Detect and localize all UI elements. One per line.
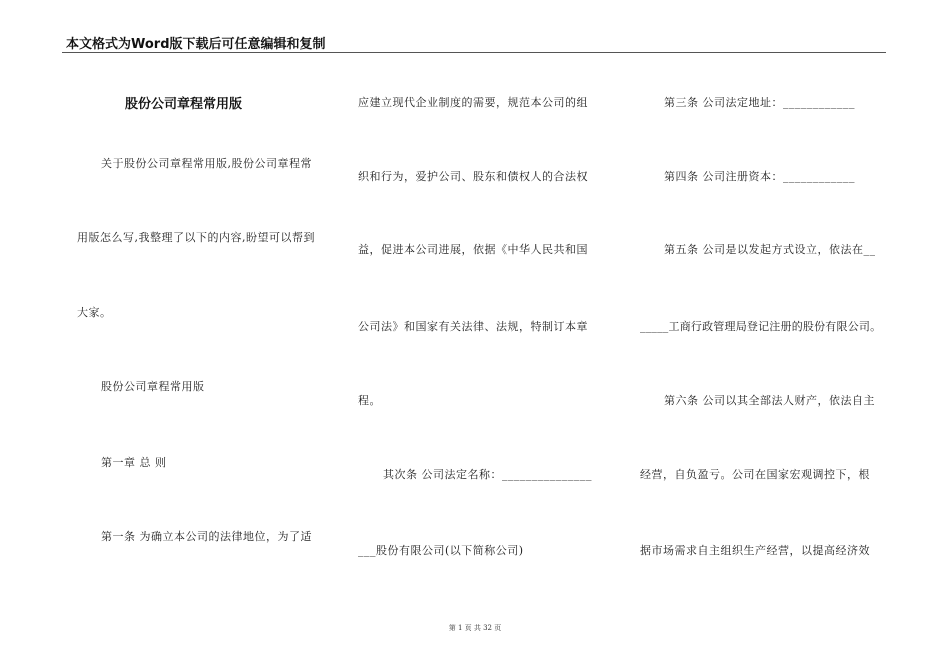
paragraph-line: 应建立现代企业制度的需要，规范本公司的组 — [358, 96, 588, 109]
header-divider — [62, 52, 886, 53]
paragraph-line: 第三条 公司法定地址：____________ — [664, 96, 855, 109]
paragraph-line: 据市场需求自主组织生产经营，以提高经济效 — [640, 544, 870, 557]
chapter-heading: 第一章 总 则 — [101, 456, 167, 469]
paragraph-line: 大家。 — [77, 306, 112, 319]
paragraph-line: 关于股份公司章程常用版,股份公司章程常 — [101, 157, 312, 170]
document-header-title: 本文格式为Word版下载后可任意编辑和复制 — [66, 37, 326, 52]
paragraph-line: 织和行为，爱护公司、股东和债权人的合法权 — [358, 170, 588, 183]
paragraph-line: _____工商行政管理局登记注册的股份有限公司。 — [640, 320, 882, 333]
paragraph-line: 用版怎么写,我整理了以下的内容,盼望可以帮到 — [77, 231, 315, 244]
paragraph-line: 经营，自负盈亏。公司在国家宏观调控下，根 — [640, 468, 870, 481]
paragraph-line: 程。 — [358, 394, 381, 407]
paragraph-line: ___股份有限公司(以下简称公司) — [358, 544, 524, 557]
paragraph-line: 第五条 公司是以发起方式设立，依法在__ — [664, 243, 876, 256]
paragraph-line: 益，促进本公司进展，依据《中华人民共和国 — [358, 243, 588, 256]
paragraph-line: 公司法》和国家有关法律、法规，特制订本章 — [358, 320, 588, 333]
paragraph-line: 其次条 公司法定名称：_______________ — [383, 468, 592, 481]
page-number: 第 1 页 共 32 页 — [448, 624, 502, 632]
document-title: 股份公司章程常用版 — [125, 97, 243, 112]
paragraph-line: 第六条 公司以其全部法人财产，依法自主 — [664, 394, 875, 407]
section-heading: 股份公司章程常用版 — [101, 380, 205, 393]
paragraph-line: 第一条 为确立本公司的法律地位，为了适 — [101, 530, 312, 543]
paragraph-line: 第四条 公司注册资本：____________ — [664, 170, 855, 183]
